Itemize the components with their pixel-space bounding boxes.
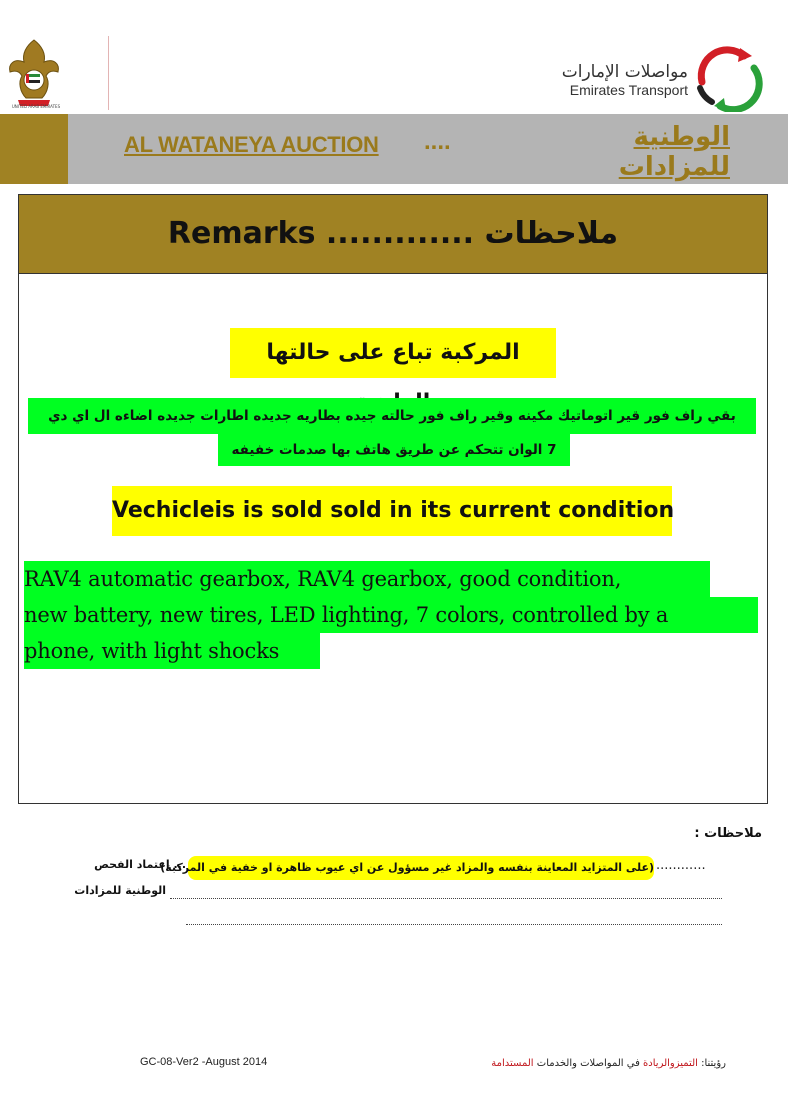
slogan-highlight: التميزوالريادة [643,1058,698,1069]
note-1-dots: ............ [656,858,706,873]
english-sold-condition: Vechicleis is sold sold in its current condition [112,486,672,536]
slogan-middle: في المواصلات والخدمات [536,1058,640,1069]
emblem-caption: UNITED ARAB EMIRATES [11,104,61,109]
arabic-description-line-1: بقي راف فور قير اتوماتيك مكينه وقير راف فور حالته جيده بطاريه جديده اطارات جديده اضاءه ال اي دي [28,398,756,434]
dotted-line-1 [170,886,722,899]
banner-gold-block [0,114,68,184]
banner-title-arabic: الوطنية للمزادات [618,122,730,182]
vision-slogan [480,1058,726,1069]
slogan-end: المستدامة [491,1058,534,1069]
arabic-description-line-2: 7 الوان تتحكم عن طريق هاتف بها صدمات خفيفه [218,434,570,466]
emirates-transport-arabic: مواصلات الإمارات [561,62,688,82]
notes-label: ملاحظات : [694,826,762,841]
emirates-transport-logo-icon [692,44,764,112]
inspection-approval-label: ... إعتماد الفحص [94,858,186,871]
remarks-title-text: Remarks ............. ملاحظات [167,216,619,251]
form-code: GC-08-Ver2 -August 2014 [140,1056,268,1068]
header-divider [108,36,109,110]
english-description-line-1: RAV4 automatic gearbox, RAV4 gearbox, good condition, [24,561,710,597]
arabic-sold-condition: المركبة تباع على حالتها [230,328,556,378]
dotted-line-2 [186,912,722,925]
inspection-disclaimer: (على المتزايد المعاينة بنفسه والمزاد غير مسؤول عن اي عيوب ظاهرة او خفية في المركبة) [188,856,654,880]
uae-emblem-icon [4,36,64,112]
slogan-prefix: رؤيتنا: [701,1058,726,1069]
banner-title-english: AL WATANEYA AUCTION [124,132,379,157]
english-description-line-2: new battery, new tires, LED lighting, 7 colors, controlled by a [24,597,758,633]
banner-dots: .... [424,128,451,155]
wataneya-auction-label: الوطنية للمزادات [74,884,166,897]
emirates-transport-english: Emirates Transport [569,82,688,98]
remarks-title [19,195,767,273]
english-description-line-3: phone, with light shocks [24,633,320,669]
